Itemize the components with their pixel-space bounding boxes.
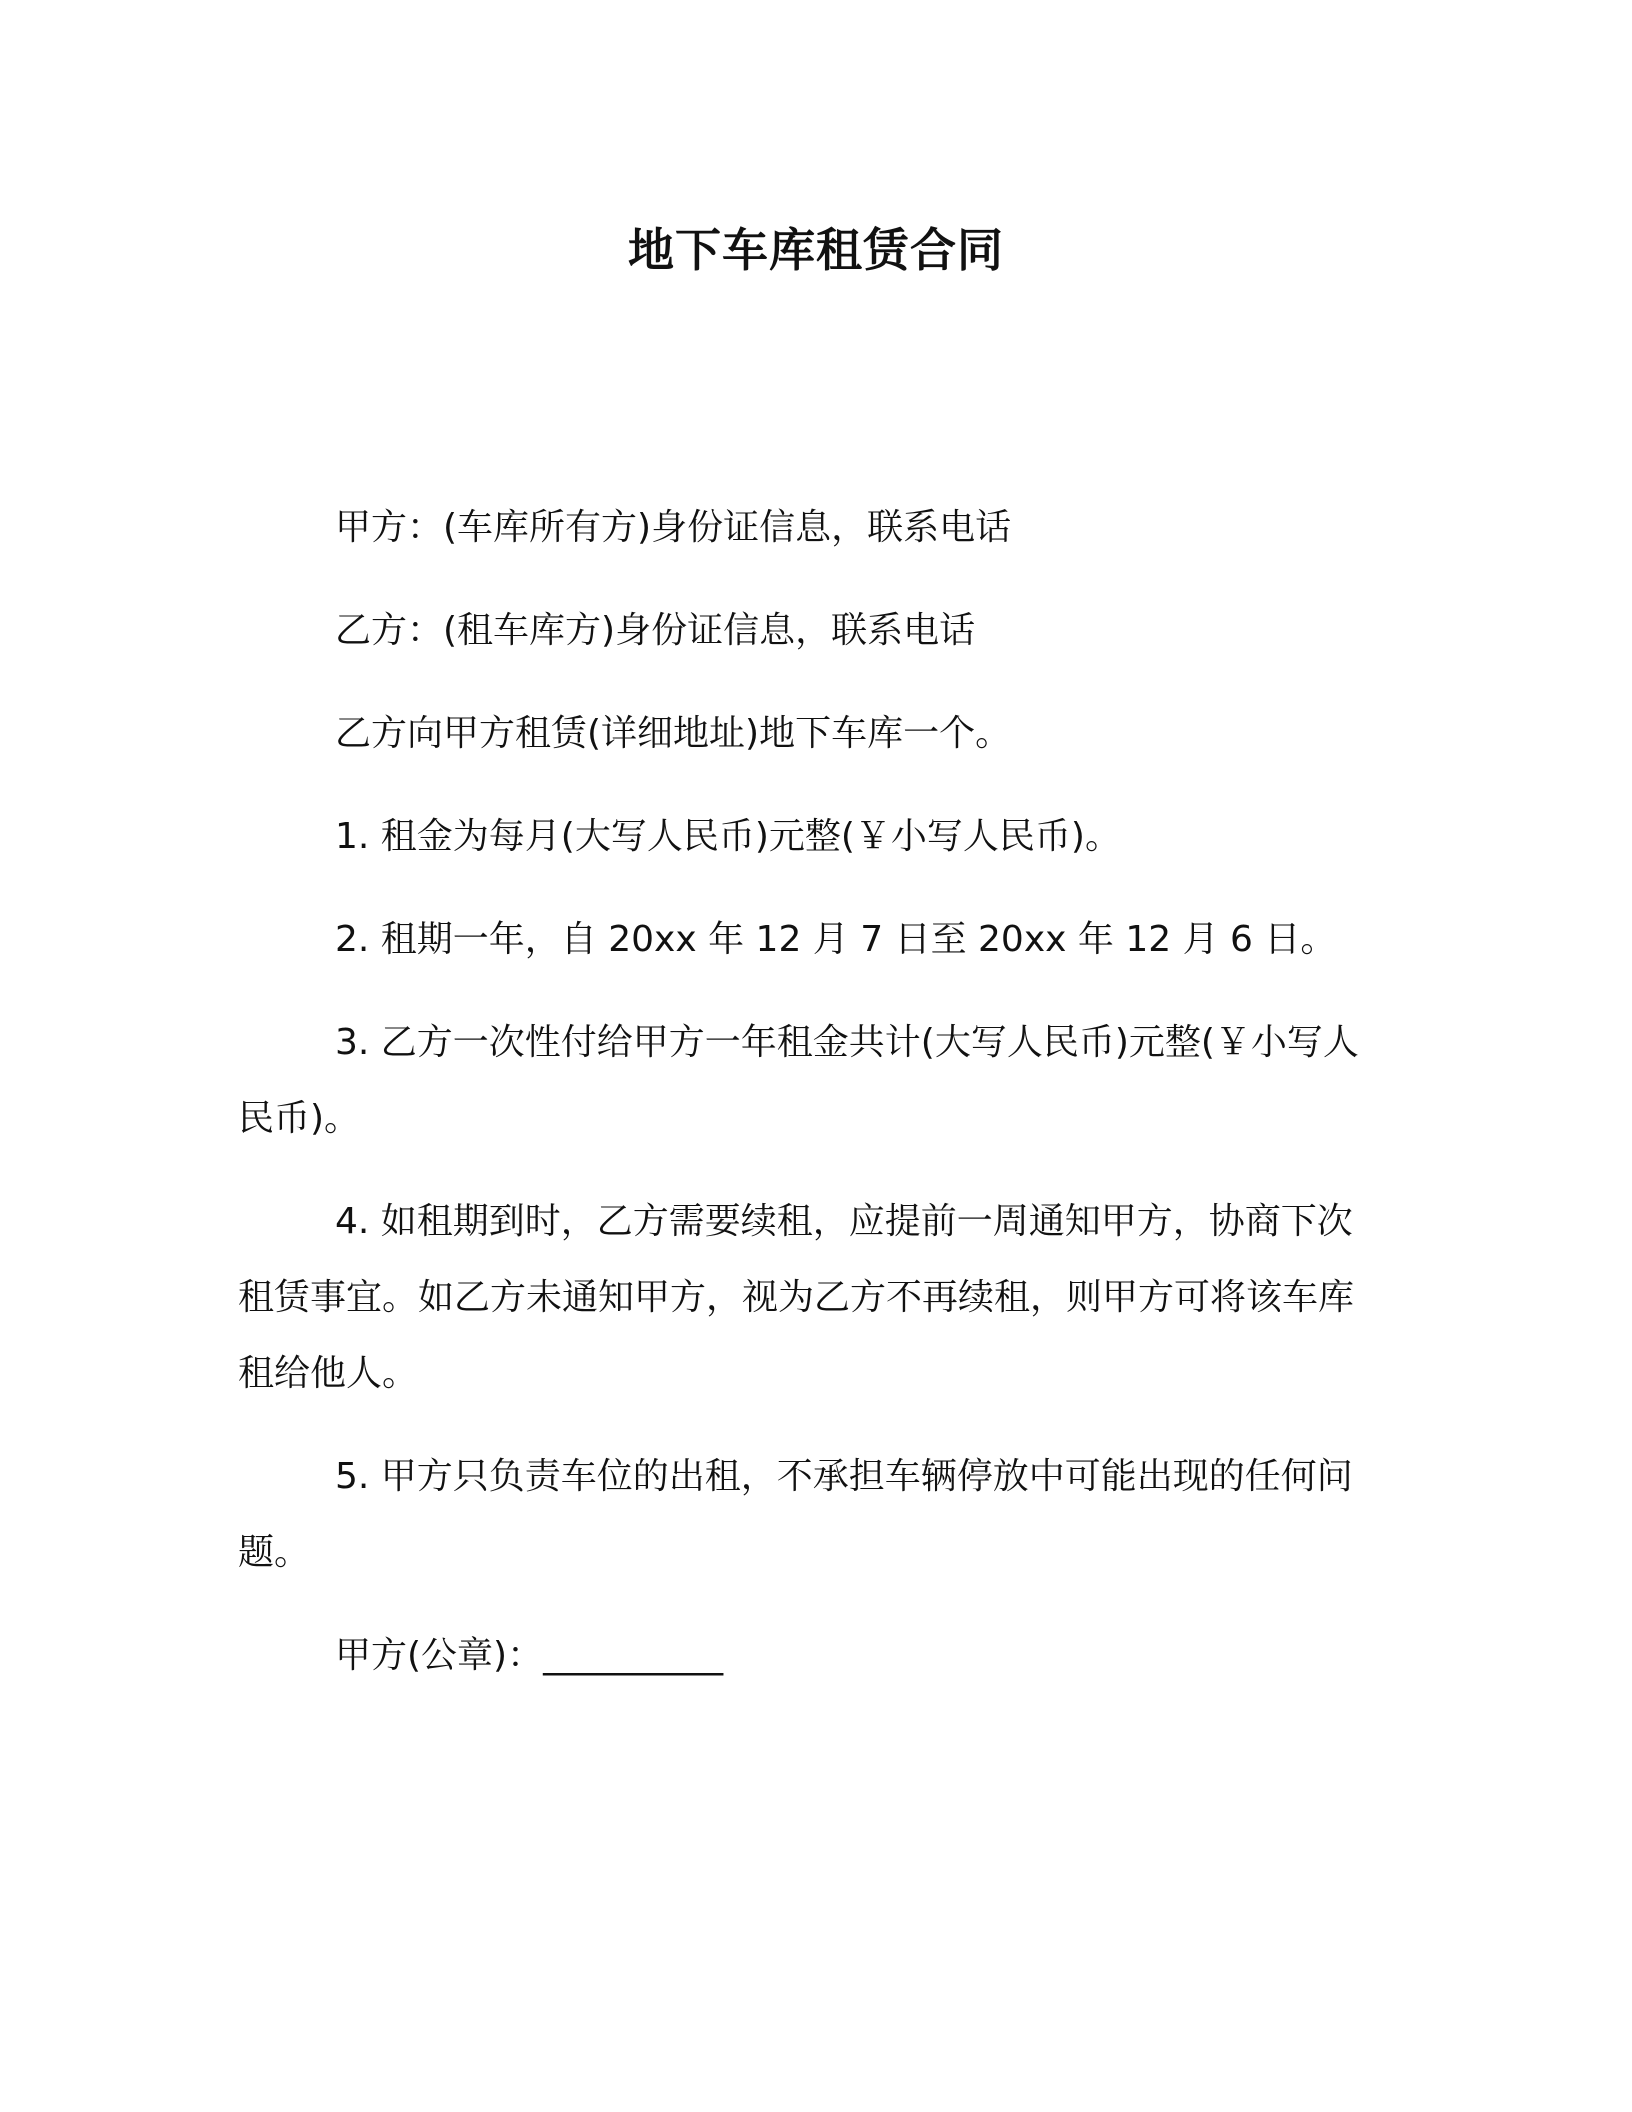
lease-statement: 乙方向甲方租赁(详细地址)地下车库一个。 bbox=[335, 713, 1012, 754]
clause-2-term: 2. 租期一年，自 20xx 年 12 月 7 日至 20xx 年 12 月 6 日。 bbox=[335, 919, 1337, 960]
party-b-info: 乙方：(租车库方)身份证信息，联系电话 bbox=[335, 610, 976, 651]
party-a-seal-line: 甲方(公章)：__________ bbox=[335, 1635, 724, 1676]
document-body bbox=[238, 490, 1378, 1721]
document-title: 地下车库租赁合同 bbox=[628, 223, 1004, 277]
clause-4-renewal: 4. 如租期到时，乙方需要续租，应提前一周通知甲方，协商下次租赁事宜。如乙方未通知甲方，视为乙方不再续租，则甲方可将该车库租给他人。 bbox=[238, 1201, 1355, 1394]
clause-3-payment: 3. 乙方一次性付给甲方一年租金共计(大写人民币)元整(￥小写人民币)。 bbox=[238, 1022, 1359, 1139]
party-a-info: 甲方：(车库所有方)身份证信息，联系电话 bbox=[335, 507, 1012, 548]
clause-5-liability: 5. 甲方只负责车位的出租，不承担车辆停放中可能出现的任何问题。 bbox=[238, 1456, 1353, 1573]
clause-1-rent: 1. 租金为每月(大写人民币)元整(￥小写人民币)。 bbox=[335, 816, 1121, 857]
